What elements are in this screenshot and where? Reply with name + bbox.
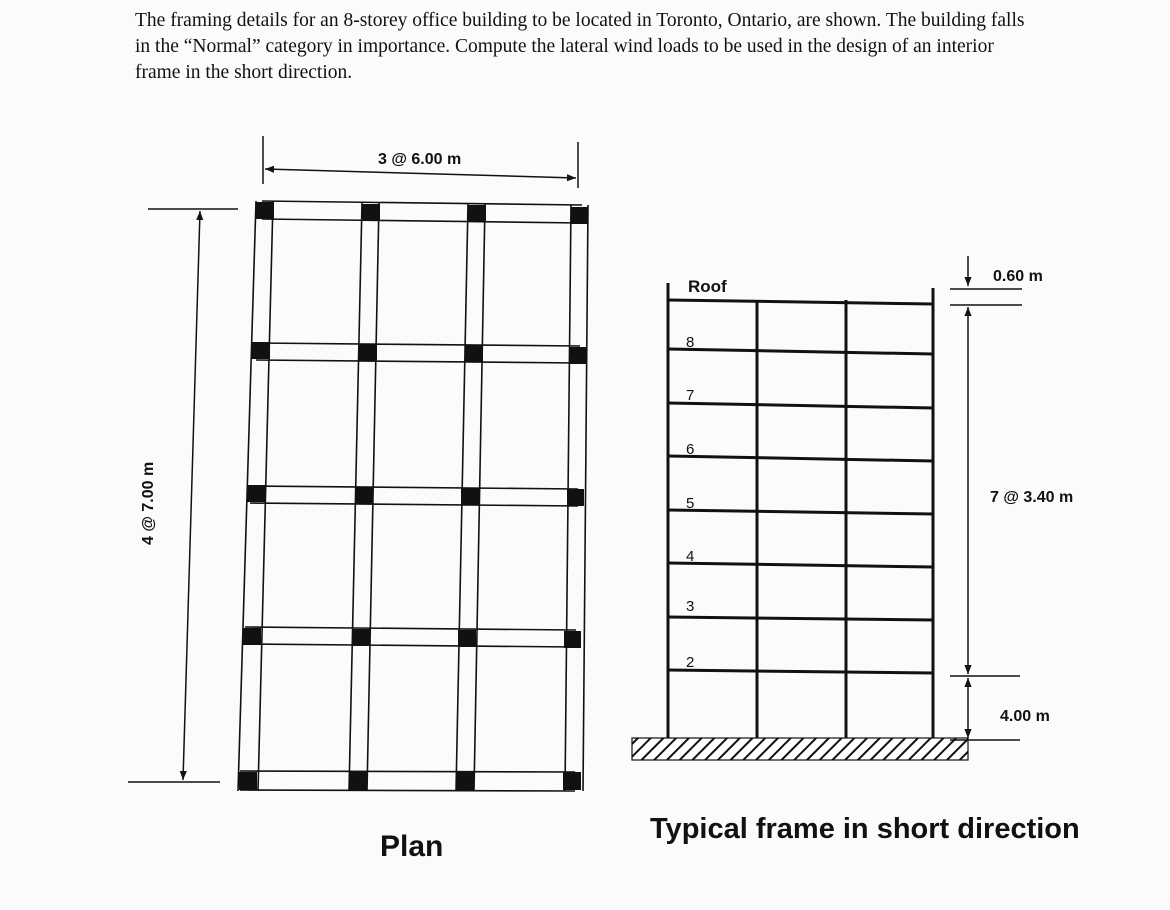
plan-width-label: 3 @ 6.00 m <box>378 151 462 168</box>
floor-label-4: 4 <box>686 548 695 565</box>
typical-storey-dim-label: 7 @ 3.40 m <box>990 489 1074 506</box>
roof-label: Roof <box>688 277 727 296</box>
first-storey-dim-label: 4.00 m <box>1000 708 1050 725</box>
parapet-dim-label: 0.60 m <box>993 268 1043 285</box>
plan-view <box>128 136 588 863</box>
plan-height-label: 4 @ 7.00 m <box>140 461 157 545</box>
problem-statement: The framing details for an 8-storey office building to be located in Toronto, Ontario, are shown. The building falls in the “Normal” category in importance. Compute the lateral wind loads to be used in the design of an interior frame in the short direction. <box>135 10 1025 83</box>
frame-beams <box>668 300 933 673</box>
plan-caption: Plan <box>380 830 444 863</box>
frame-caption: Typical frame in short direction <box>650 813 1080 845</box>
floor-labels <box>686 334 694 671</box>
plan-width-dimension <box>263 136 578 188</box>
plan-height-dimension <box>128 209 238 782</box>
frame-elevation <box>632 256 1080 845</box>
floor-label-5: 5 <box>686 495 695 512</box>
floor-label-8: 8 <box>686 334 695 351</box>
floor-label-7: 7 <box>686 387 695 404</box>
floor-label-2: 2 <box>686 654 695 671</box>
floor-label-6: 6 <box>686 441 695 458</box>
ground-hatch <box>632 738 968 760</box>
plan-beams <box>238 201 588 791</box>
plan-columns <box>239 202 588 790</box>
floor-label-3: 3 <box>686 598 695 615</box>
